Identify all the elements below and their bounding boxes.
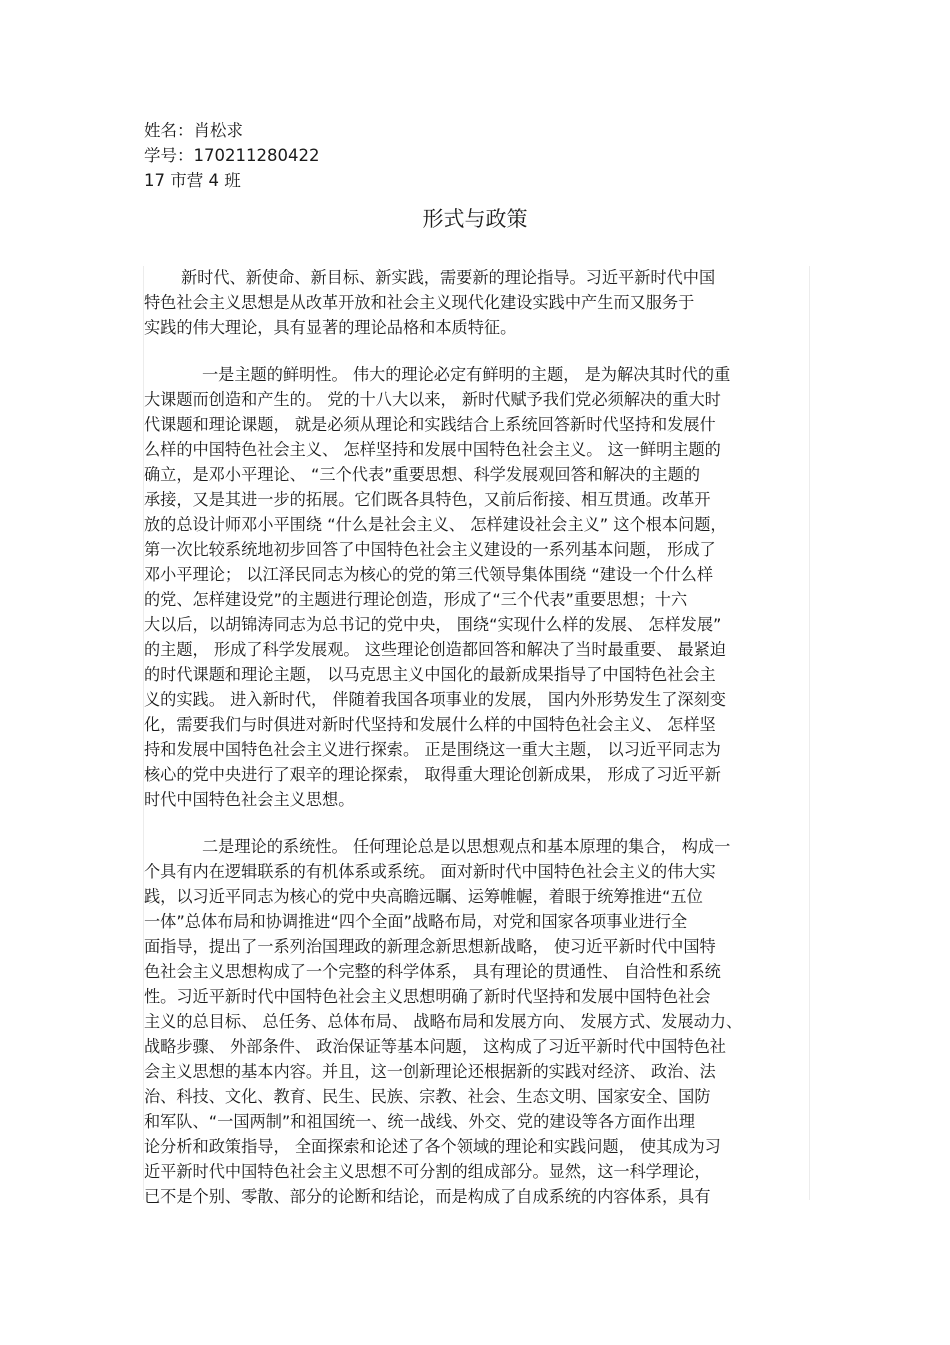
paragraph-line: 性。习近平新时代中国特色社会主义思想明确了新时代坚持和发展中国特色社会 <box>144 987 711 1006</box>
paragraph-line: 代课题和理论课题， 就是必须从理论和实践结合上系统回答新时代坚持和发展什 <box>144 415 716 434</box>
paragraph-line: 化，需要我们与时俱进对新时代坚持和发展什么样的中国特色社会主义、 怎样坚 <box>144 715 716 734</box>
paragraph-line: 邓小平理论； 以江泽民同志为核心的党的第三代领导集体围绕 “建设一个什么样 <box>144 565 714 584</box>
paragraph-line: 的党、怎样建设党”的主题进行理论创造，形成了“三个代表”重要思想；十六 <box>144 590 688 609</box>
paragraph-line: 治、科技、文化、教育、民生、民族、宗教、社会、生态文明、国家安全、国防 <box>144 1087 711 1106</box>
paragraph-line: 已不是个别、零散、部分的论断和结论，而是构成了自成系统的内容体系，具有 <box>144 1187 711 1206</box>
paragraph-line: 特色社会主义思想是从改革开放和社会主义现代化建设实践中产生而又服务于 <box>144 293 695 312</box>
paragraph-line: 么样的中国特色社会主义、 怎样坚持和发展中国特色社会主义。 这一鲜明主题的 <box>144 440 721 459</box>
paragraph-line: 大课题而创造和产生的。 党的十八大以来， 新时代赋予我们党必须解决的重大时 <box>144 390 721 409</box>
paragraph-line: 承接，又是其进一步的拓展。它们既各具特色，又前后衔接、相互贯通。改革开 <box>144 490 711 509</box>
paragraph-line: 论分析和政策指导， 全面探索和论述了各个领域的理论和实践问题， 使其成为习 <box>144 1137 721 1156</box>
document-title: 形式与政策 <box>422 207 528 231</box>
student-class: 17 市营 4 班 <box>144 171 241 190</box>
paragraph-line: 一体”总体布局和协调推进“四个全面”战略布局，对党和国家各项事业进行全 <box>144 912 688 931</box>
paragraph-line: 确立，是邓小平理论、 “三个代表”重要思想、科学发展观回答和解决的主题的 <box>144 465 701 484</box>
paragraph-line: 个具有内在逻辑联系的有机体系或系统。 面对新时代中国特色社会主义的伟大实 <box>144 862 716 881</box>
paragraph-line: 践，以习近平同志为核心的党中央高瞻远瞩、运筹帷幄，着眼于统筹推进“五位 <box>144 887 703 906</box>
paragraph-line: 核心的党中央进行了艰辛的理论探索， 取得重大理论创新成果， 形成了习近平新 <box>144 765 721 784</box>
paragraph-line: 一是主题的鲜明性。 伟大的理论必定有鲜明的主题， 是为解决其时代的重 <box>202 365 731 384</box>
paragraph-line: 持和发展中国特色社会主义进行探索。 正是围绕这一重大主题， 以习近平同志为 <box>144 740 721 759</box>
paragraph-line: 的时代课题和理论主题， 以马克思主义中国化的最新成果指导了中国特色社会主 <box>144 665 716 684</box>
paragraph-line: 义的实践。 进入新时代， 伴随着我国各项事业的发展， 国内外形势发生了深刻变 <box>144 690 726 709</box>
paragraph-line: 第一次比较系统地初步回答了中国特色社会主义建设的一系列基本问题， 形成了 <box>144 540 716 559</box>
paragraph-line: 近平新时代中国特色社会主义思想不可分割的组成部分。显然，这一科学理论， <box>144 1162 711 1181</box>
paragraph-line: 会主义思想的基本内容。并且，这一创新理论还根据新的实践对经济、 政治、法 <box>144 1062 716 1081</box>
paragraph-line: 主义的总目标、 总任务、总体布局、 战略布局和发展方向、 发展方式、发展动力、 <box>144 1012 743 1031</box>
paragraph-line: 新时代、新使命、新目标、新实践，需要新的理论指导。习近平新时代中国 <box>181 268 716 287</box>
paragraph-line: 二是理论的系统性。 任何理论总是以思想观点和基本原理的集合， 构成一 <box>202 837 731 856</box>
student-name: 姓名：肖松求 <box>144 121 243 140</box>
paragraph-line: 的主题， 形成了科学发展观。 这些理论创造都回答和解决了当时最重要、 最紧迫 <box>144 640 726 659</box>
paragraph-line: 战略步骤、 外部条件、 政治保证等基本问题， 这构成了习近平新时代中国特色社 <box>144 1037 726 1056</box>
student-id: 学号：170211280422 <box>144 146 320 165</box>
paragraph-line: 实践的伟大理论，具有显著的理论品格和本质特征。 <box>144 318 517 337</box>
paragraph-line: 放的总设计师邓小平围绕 “什么是社会主义、 怎样建设社会主义” 这个根本问题， <box>144 515 727 534</box>
paragraph-line: 色社会主义思想构成了一个完整的科学体系， 具有理论的贯通性、 自洽性和系统 <box>144 962 721 981</box>
paragraph-line: 时代中国特色社会主义思想。 <box>144 790 355 809</box>
paragraph-line: 大以后，以胡锦涛同志为总书记的党中央， 围绕“实现什么样的发展、 怎样发展” <box>144 615 722 634</box>
paragraph-line: 面指导，提出了一系列治国理政的新理念新思想新战略， 使习近平新时代中国特 <box>144 937 716 956</box>
paragraph-line: 和军队、“一国两制”和祖国统一、统一战线、外交、党的建设等各方面作出理 <box>144 1112 695 1131</box>
